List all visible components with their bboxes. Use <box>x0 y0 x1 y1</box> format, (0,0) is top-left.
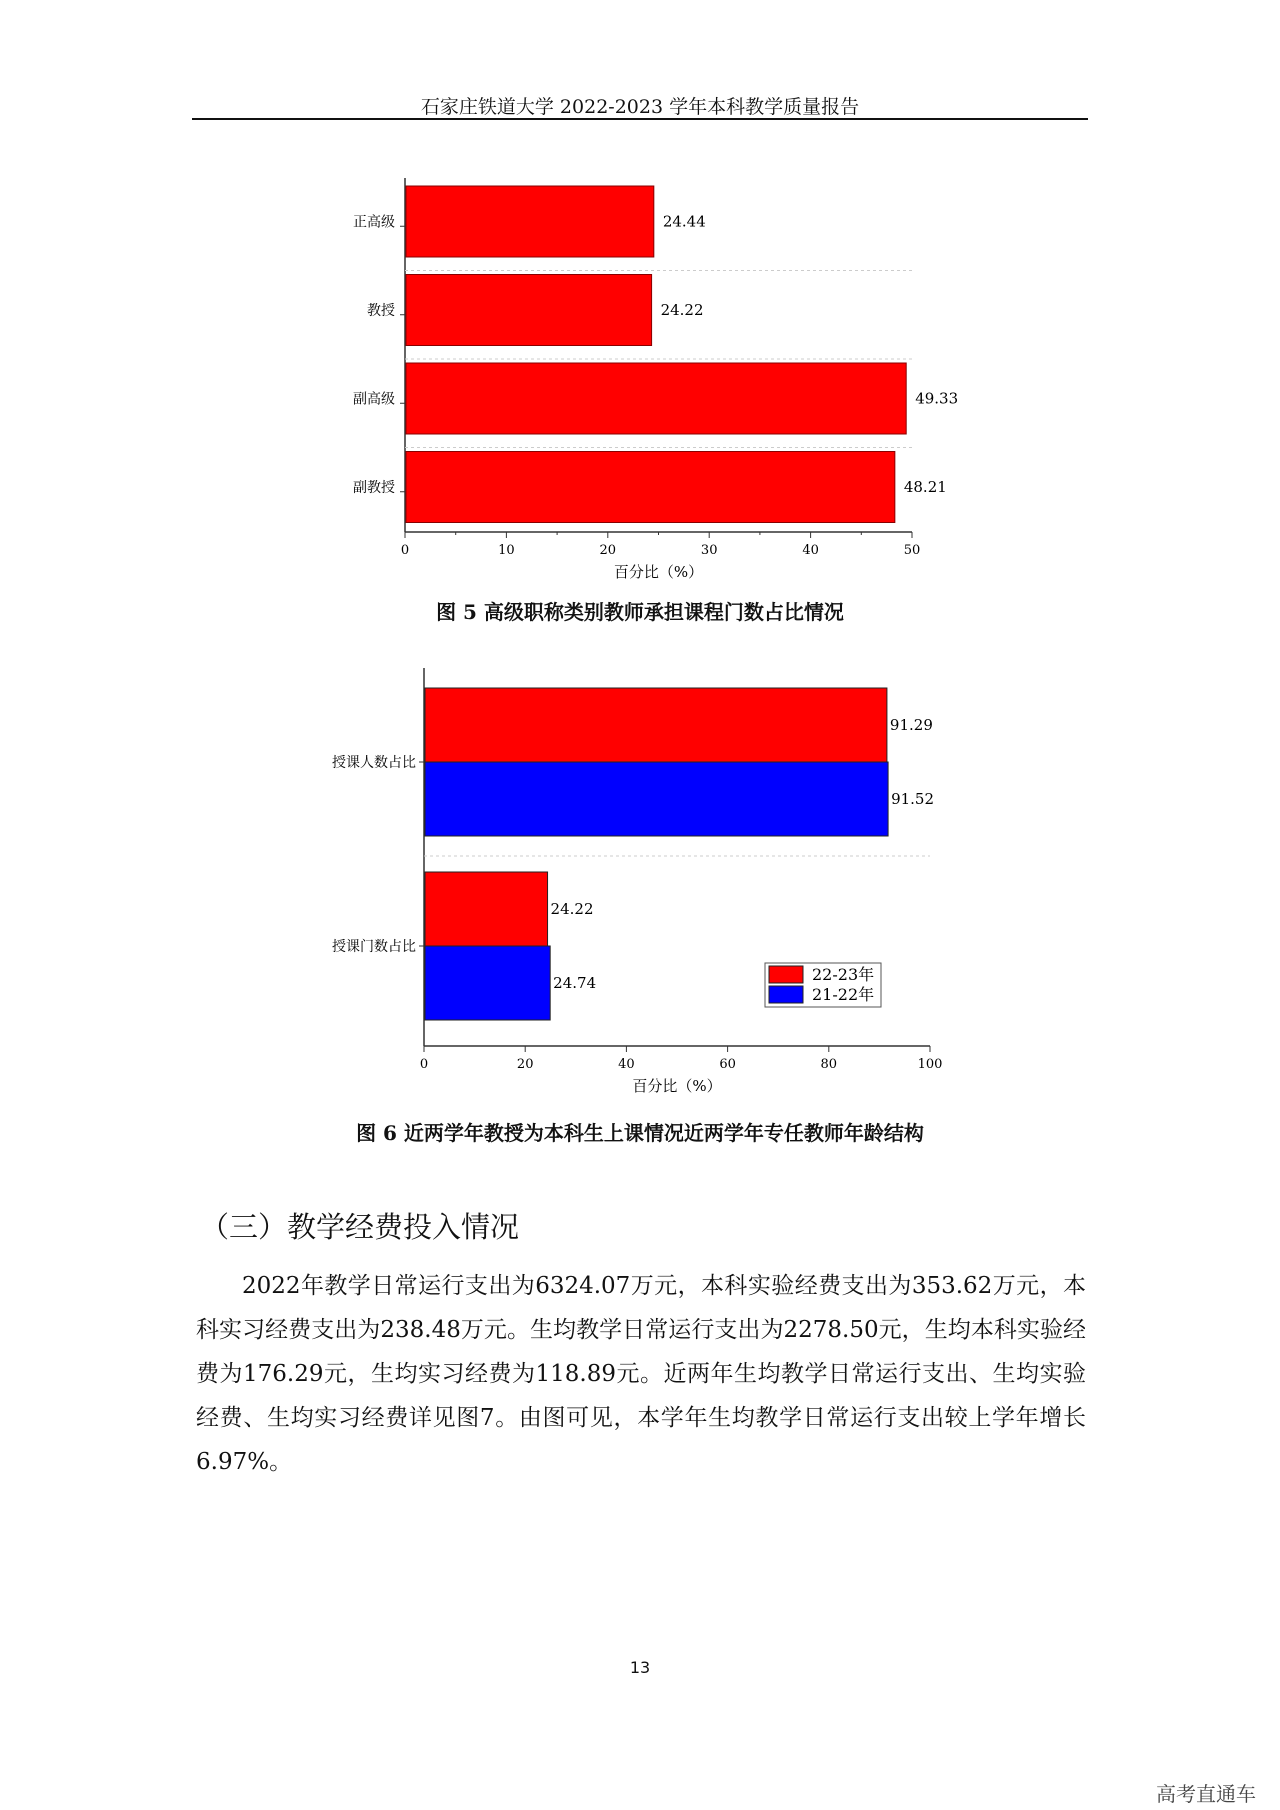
value-label: 91.52 <box>891 790 935 808</box>
category-label: 副高级 <box>353 391 395 408</box>
bar-1-0 <box>425 762 888 836</box>
value-label: 48.21 <box>903 478 947 496</box>
value-label: 49.33 <box>915 389 959 408</box>
category-label: 教授 <box>367 303 395 319</box>
value-label: 24.44 <box>662 212 706 231</box>
x-tick-label: 50 <box>903 543 921 558</box>
legend-label: 22-23年 <box>812 965 875 984</box>
x-tick-label: 30 <box>700 543 718 558</box>
legend-label: 21-22年 <box>812 985 875 1004</box>
bar-0-0 <box>425 688 887 762</box>
body-paragraph: 2022年教学日常运行支出为6324.07万元，本科实验经费支出为353.62万元，本科实习经费支出为238.48万元。生均教学日常运行支出为2278.50元，生均本科实验经费为176.29元，生均实习经费为118.89元。近两年生均教学日常运行支出、生均实验经费、生均实习经费详见图7。由图可见，本学年生均教学日常运行支出较上学年增长6.97%。 <box>196 1273 1086 1475</box>
category-label: 授课门数占比 <box>332 939 416 955</box>
x-axis-title: 百分比（%） <box>632 1077 722 1095</box>
page-number: 13 <box>629 1658 651 1677</box>
x-tick-label: 60 <box>719 1057 736 1072</box>
bar-0-1 <box>425 872 548 946</box>
bar-1-1 <box>425 946 550 1020</box>
figure5-caption: 图 5 高级职称类别教师承担课程门数占比情况 <box>436 600 844 624</box>
x-tick-label: 40 <box>618 1057 635 1072</box>
x-tick-label: 0 <box>419 1057 429 1072</box>
x-tick-label: 20 <box>516 1057 534 1072</box>
value-label: 24.74 <box>553 974 597 992</box>
section-heading: （三）教学经费投入情况 <box>200 1210 520 1244</box>
x-tick-label: 80 <box>820 1057 838 1072</box>
value-label: 24.22 <box>550 900 594 918</box>
category-label: 授课人数占比 <box>332 755 416 771</box>
x-axis-title: 百分比（%） <box>613 563 704 581</box>
x-tick-label: 20 <box>599 543 617 558</box>
figure6-caption: 图 6 近两学年教授为本科生上课情况近两学年专任教师年龄结构 <box>356 1121 924 1145</box>
x-tick-label: 10 <box>498 543 515 558</box>
value-label: 91.29 <box>889 716 933 734</box>
x-tick-label: 0 <box>400 543 410 558</box>
category-label: 副教授 <box>353 480 395 496</box>
legend-swatch-1 <box>769 986 803 1003</box>
legend-swatch-0 <box>769 966 803 983</box>
watermark-text: 高考直通车 <box>1156 1782 1256 1806</box>
x-tick-label: 40 <box>802 543 819 558</box>
report-header-title: 石家庄铁道大学 2022-2023 学年本科教学质量报告 <box>420 96 860 118</box>
x-tick-label: 100 <box>917 1057 943 1072</box>
value-label: 24.22 <box>660 301 704 319</box>
category-label: 正高级 <box>353 214 395 231</box>
